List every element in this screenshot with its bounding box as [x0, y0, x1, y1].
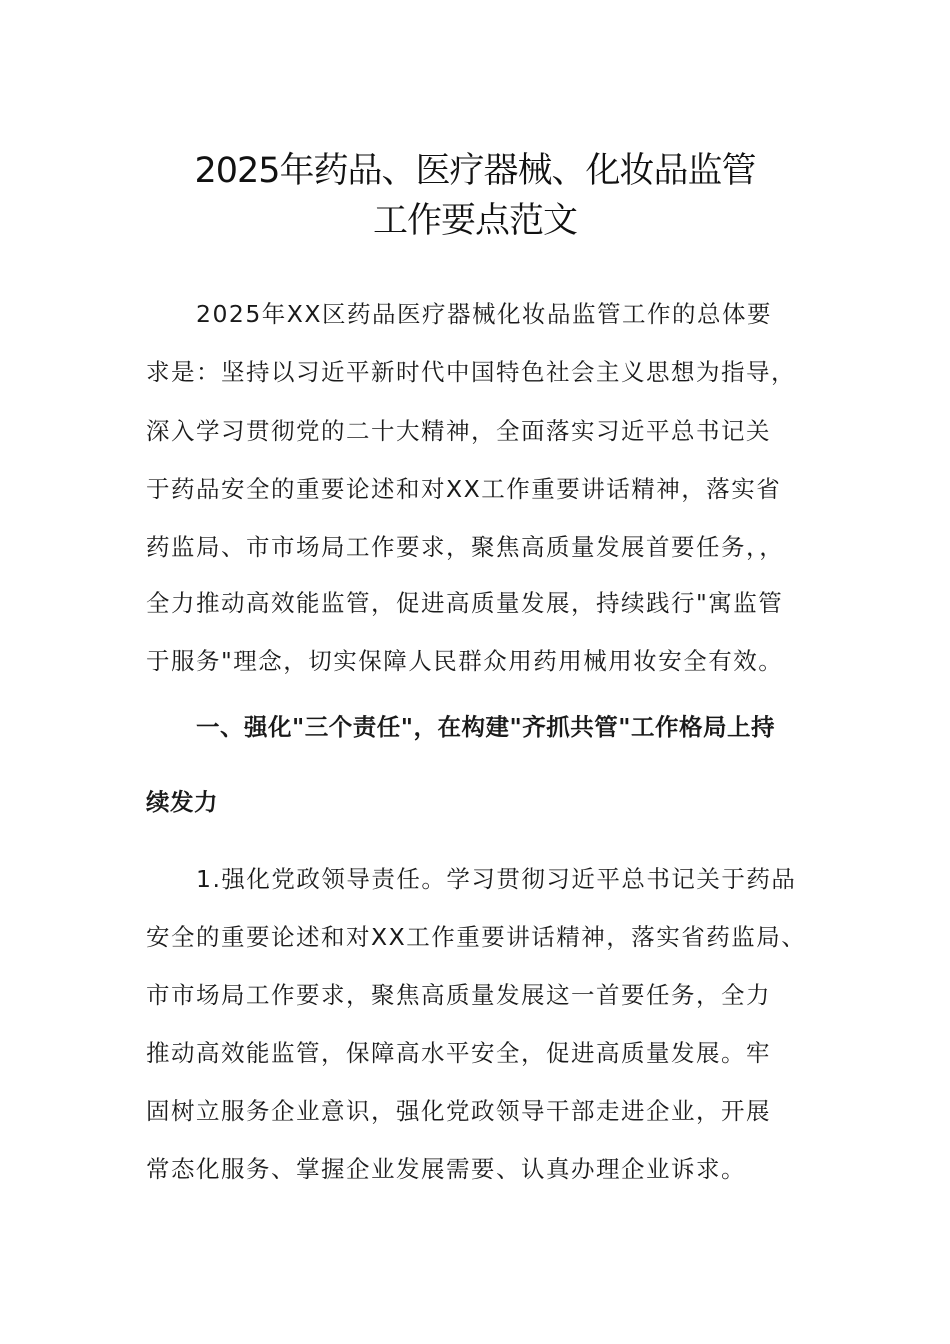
intro-line-6: 全力推动高效能监管，促进高质量发展，持续践行"寓监管: [146, 589, 784, 617]
intro-line-5: 药监局、市市场局工作要求，聚焦高质量发展首要任务，，: [146, 533, 785, 561]
section-heading-line-1: 一、强化"三个责任"，在构建"齐抓共管"工作格局上持: [196, 713, 775, 741]
item-line-2: 安全的重要论述和对XX工作重要讲话精神，落实省药监局、: [146, 923, 807, 951]
item-line-6: 常态化服务、掌握企业发展需要、认真办理企业诉求。: [146, 1155, 746, 1183]
item-line-3: 市市场局工作要求，聚焦高质量发展这一首要任务，全力: [146, 981, 771, 1009]
item-line-4: 推动高效能监管，保障高水平安全，促进高质量发展。牢: [146, 1039, 771, 1067]
intro-line-1: 2025年XX区药品医疗器械化妆品监管工作的总体要: [196, 300, 773, 328]
document-title-line-1: 2025年药品、医疗器械、化妆品监管: [194, 151, 756, 191]
intro-line-3: 深入学习贯彻党的二十大精神，全面落实习近平总书记关: [146, 417, 771, 445]
intro-line-2: 求是：坚持以习近平新时代中国特色社会主义思想为指导，: [146, 358, 796, 386]
item-line-1: 1.强化党政领导责任。学习贯彻习近平总书记关于药品: [196, 865, 797, 893]
section-heading-line-2: 续发力: [146, 788, 218, 816]
item-line-5: 固树立服务企业意识，强化党政领导干部走进企业，开展: [146, 1097, 771, 1125]
intro-line-7: 于服务"理念，切实保障人民群众用药用械用妆安全有效。: [146, 647, 784, 675]
document-title-line-2: 工作要点范文: [372, 201, 577, 241]
intro-line-4: 于药品安全的重要论述和对XX工作重要讲话精神，落实省: [146, 475, 782, 503]
